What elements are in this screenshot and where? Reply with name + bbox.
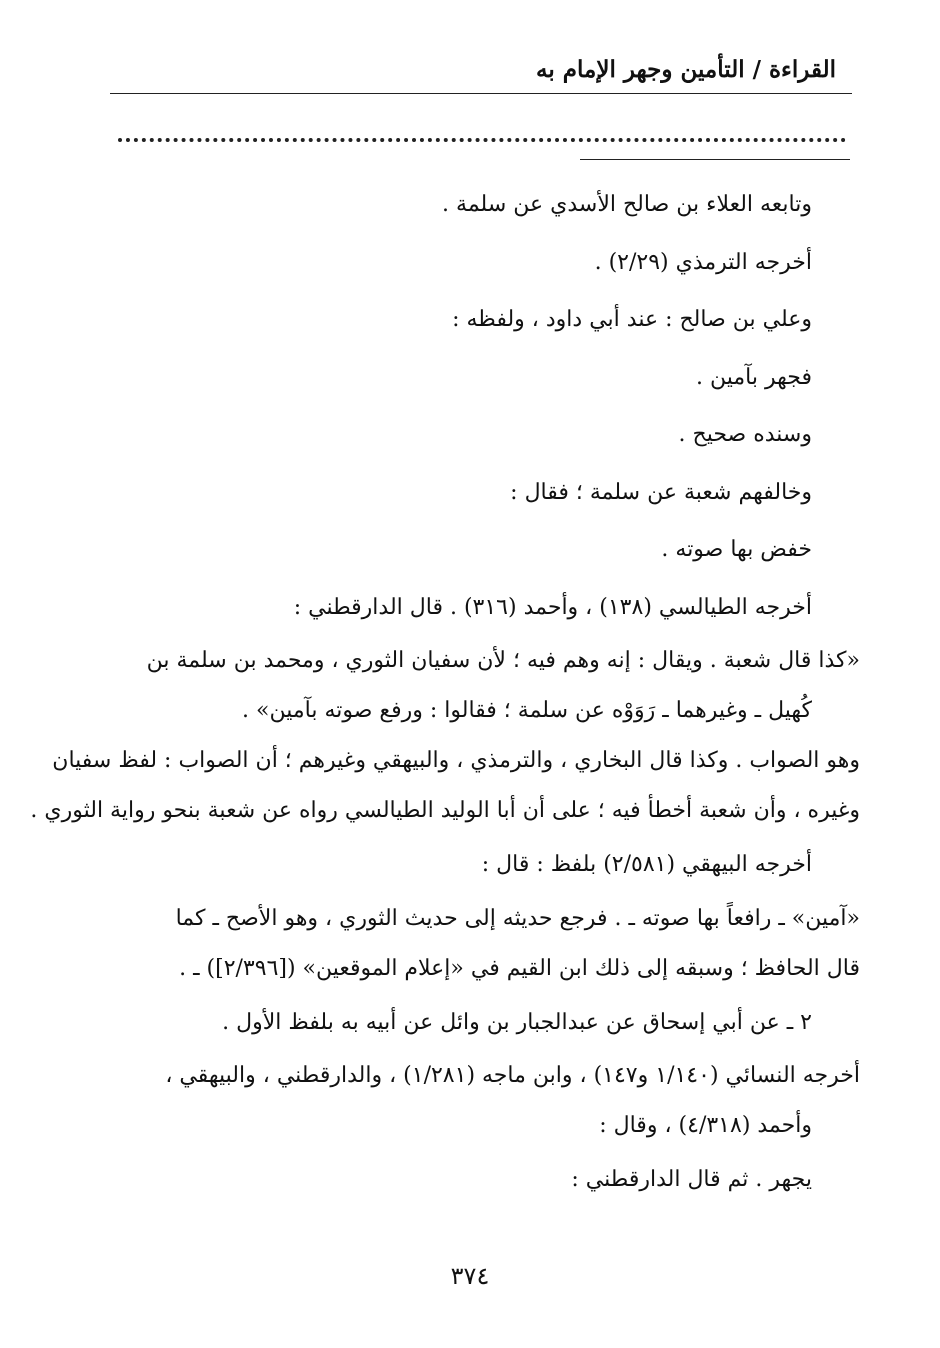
text-line-5: وسنده صحيح . — [678, 422, 812, 447]
text-line-11: وهو الصواب . وكذا قال البخاري ، والترمذي ، والبيهقي وغيرهم ؛ أن الصواب : لفظ سفيان — [52, 748, 860, 773]
text-line-8: أخرجه الطيالسي (١٣٨) ، وأحمد (٣١٦) . قال الدارقطني : — [293, 594, 812, 620]
header-rule — [110, 93, 852, 94]
text-line-13: أخرجه البيهقي (٢/٥٨١) بلفظ : قال : — [481, 852, 812, 877]
text-line-6: وخالفهم شعبة عن سلمة ؛ فقال : — [510, 479, 812, 505]
text-line-18: وأحمد (٤/٣١٨) ، وقال : — [599, 1113, 812, 1138]
text-line-15: قال الحافظ ؛ وسبقه إلى ذلك ابن القيم في «إعلام الموقعين» ([٢/٣٩٦]) ـ . — [179, 955, 860, 981]
text-line-4: فجهر بآمين . — [696, 364, 812, 390]
text-line-19: يجهر . ثم قال الدارقطني : — [571, 1167, 812, 1192]
text-line-7: خفض بها صوته . — [661, 537, 812, 562]
text-line-10: كُهيل ـ وغيرهما ـ رَوَوْه عن سلمة ؛ فقالوا : ورفع صوته بآمين» . — [242, 698, 812, 723]
text-line-9: «كذا قال شعبة . ويقال : إنه وهم فيه ؛ لأن سفيان الثوري ، ومحمد بن سلمة بن — [146, 648, 860, 673]
text-line-1: وتابعه العلاء بن صالح الأسدي عن سلمة . — [442, 192, 812, 217]
text-line-17: أخرجه النسائي (١/١٤٠ و١٤٧) ، وابن ماجه (١/٢٨١) ، والدارقطني ، والبيهقي ، — [165, 1063, 860, 1088]
text-line-3: وعلي بن صالح : عند أبي داود ، ولفظه : — [452, 307, 812, 332]
text-line-16: ٢ ـ عن أبي إسحاق عن عبدالجبار بن وائل عن أبيه به بلفظ الأول . — [222, 1009, 812, 1035]
continuation-dotted-line — [118, 138, 846, 142]
text-line-14: «آمين» ـ رافعاً بها صوته ـ . فرجع حديثه إلى حديث الثوري ، وهو الأصح ـ كما — [175, 905, 860, 931]
text-line-12: وغيره ، وأن شعبة أخطأ فيه ؛ على أن أبا الوليد الطيالسي رواه عن شعبة بنحو رواية الثوري . — [30, 798, 860, 823]
footnote-rule — [580, 159, 850, 160]
footnote-text — [30, 176, 860, 1209]
page-number: ٣٧٤ — [450, 1262, 490, 1290]
running-header: القراءة / التأمين وجهر الإمام به — [536, 56, 836, 83]
text-line-2: أخرجه الترمذي (٢/٢٩) . — [594, 249, 812, 275]
